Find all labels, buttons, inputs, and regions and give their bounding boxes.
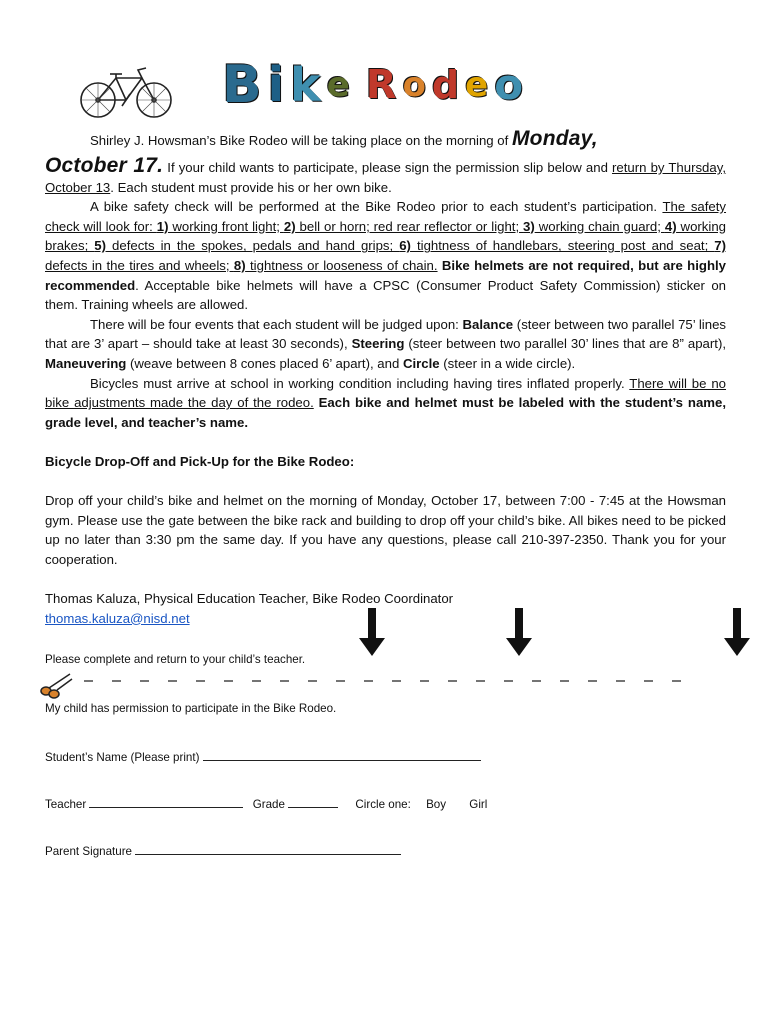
student-name-label: Student’s Name (Please print)	[45, 751, 200, 764]
event-desc: (steer between two parallel 75’ lines that are 3’ apart – should take at least 30 seconds),	[45, 316, 726, 352]
checklist-item: working brakes;	[45, 218, 726, 254]
paragraph-safety-check	[45, 197, 726, 315]
bicycle-icon	[76, 64, 176, 120]
option-boy[interactable]: Boy	[426, 798, 447, 811]
events-intro: There will be four events that each student will be judged upon:	[90, 316, 463, 332]
coordinator-name: Thomas Kaluza, Physical Education Teacher, Bike Rodeo Coordinator	[45, 591, 454, 607]
event-desc: (steer between two parallel 30’ lines that are 8” apart),	[404, 336, 727, 352]
no-adjustments-note: There will be no bike adjustments made the day of the rodeo.	[45, 375, 727, 411]
dropoff-text: Drop off your child’s bike and helmet on the morning of Monday, October 17, between 7:00 - 7:45 at the Howsman gym. Please use the gate between the bike rack and building to drop off your child’s bike. All bikes need to be picked up no later than 3:30 pm the same day. If you have any questions, please call 210-397-2350. Thank you for your cooperation.	[45, 493, 726, 567]
page-title	[222, 54, 529, 116]
header	[0, 50, 770, 120]
date-october: October 17.	[45, 154, 164, 177]
checklist-item: tightness or looseness of chain.	[245, 257, 438, 273]
parent-signature-row	[45, 842, 726, 858]
label-requirement: Each bike and helmet must be labeled with the student’s name, grade level, and teacher’s name.	[45, 395, 726, 430]
scissors-icon	[38, 671, 74, 699]
parent-signature-field[interactable]	[135, 842, 401, 855]
date-monday: Monday,	[511, 127, 598, 150]
circle-one-label: Circle one:	[355, 798, 411, 811]
condition-text: Bicycles must arrive at school in working condition including having tires inflated properly.	[90, 375, 630, 391]
title-letter: o	[494, 60, 524, 109]
event-desc: (weave between 8 cones placed 6’ apart), and	[126, 355, 403, 371]
item-number: 8)	[233, 257, 246, 273]
checklist-item: tightness of handlebars, steering post and seat;	[410, 238, 715, 254]
title-letter: e	[326, 65, 350, 105]
event-circle: Circle	[402, 355, 440, 371]
student-name-field[interactable]	[203, 748, 481, 761]
item-number: 4)	[664, 218, 677, 234]
teacher-grade-row	[45, 795, 726, 811]
checklist-item: bell or horn; red rear reflector or light;	[295, 218, 524, 234]
return-deadline: return by Thursday, October 13	[45, 160, 727, 195]
title-letter: o	[402, 65, 426, 105]
cut-line	[84, 680, 694, 682]
coordinator-email-link[interactable]: thomas.kaluza@nisd.net	[45, 610, 190, 626]
down-arrow-icon	[506, 608, 532, 656]
paragraph-intro	[45, 128, 726, 152]
item-number: 2)	[283, 218, 296, 234]
teacher-label: Teacher	[45, 798, 87, 811]
helmet-note: Bike helmets are not required, but are highly recommended	[45, 257, 726, 293]
paragraph-intro-cont	[45, 156, 726, 197]
down-arrow-icon	[724, 608, 750, 656]
event-desc: (steer in a wide circle).	[439, 355, 576, 371]
item-number: 6)	[399, 238, 411, 254]
dropoff-heading: Bicycle Drop-Off and Pick-Up for the Bike Rodeo:	[45, 453, 355, 469]
checklist-item: working front light;	[168, 218, 284, 234]
item-number: 3)	[523, 218, 535, 234]
student-name-row	[45, 748, 726, 764]
checklist-item: defects in the spokes, pedals and hand grips;	[106, 238, 400, 254]
option-girl[interactable]: Girl	[469, 798, 488, 811]
permission-statement: My child has permission to participate in the Bike Rodeo.	[45, 702, 337, 715]
checklist-intro: The safety check will look for:	[45, 199, 727, 234]
item-number: 7)	[714, 238, 726, 254]
safety-intro: A bike safety check will be performed at the Bike Rodeo prior to each student’s participation.	[90, 199, 663, 215]
helmet-details: . Acceptable bike helmets will have a CPSC (Consumer Product Safety Commission) sticker on them. Training wheels are allowed.	[45, 277, 726, 313]
checklist-item: defects in the tires and wheels;	[45, 257, 234, 273]
item-number: 5)	[94, 238, 107, 254]
teacher-field[interactable]	[89, 795, 243, 808]
intro-text-2: If your child wants to participate, please sign the permission slip below and	[163, 160, 613, 175]
title-letter: e	[465, 65, 489, 105]
title-letter: i	[267, 57, 285, 113]
event-balance: Balance	[462, 316, 514, 332]
intro-text-3: . Each student must provide his or her own bike.	[110, 179, 392, 195]
event-maneuvering: Maneuvering	[45, 355, 127, 371]
checklist-item: working chain guard;	[534, 218, 665, 234]
grade-field[interactable]	[288, 795, 338, 808]
paragraph-events	[45, 315, 726, 374]
down-arrow-icon	[359, 608, 385, 656]
paragraph-condition	[45, 374, 726, 433]
letter-body	[45, 128, 726, 628]
intro-text: Shirley J. Howsman’s Bike Rodeo will be taking place on the morning of	[90, 133, 509, 148]
slip-instruction: Please complete and return to your child’s teacher.	[45, 653, 306, 666]
event-steering: Steering	[351, 336, 405, 352]
title-letter: R	[365, 62, 397, 108]
item-number: 1)	[156, 218, 169, 234]
title-letter: B	[222, 55, 262, 115]
grade-label: Grade	[252, 798, 285, 811]
title-letter: d	[431, 63, 460, 107]
title-letter: k	[290, 58, 321, 112]
parent-signature-label: Parent Signature	[45, 845, 133, 858]
